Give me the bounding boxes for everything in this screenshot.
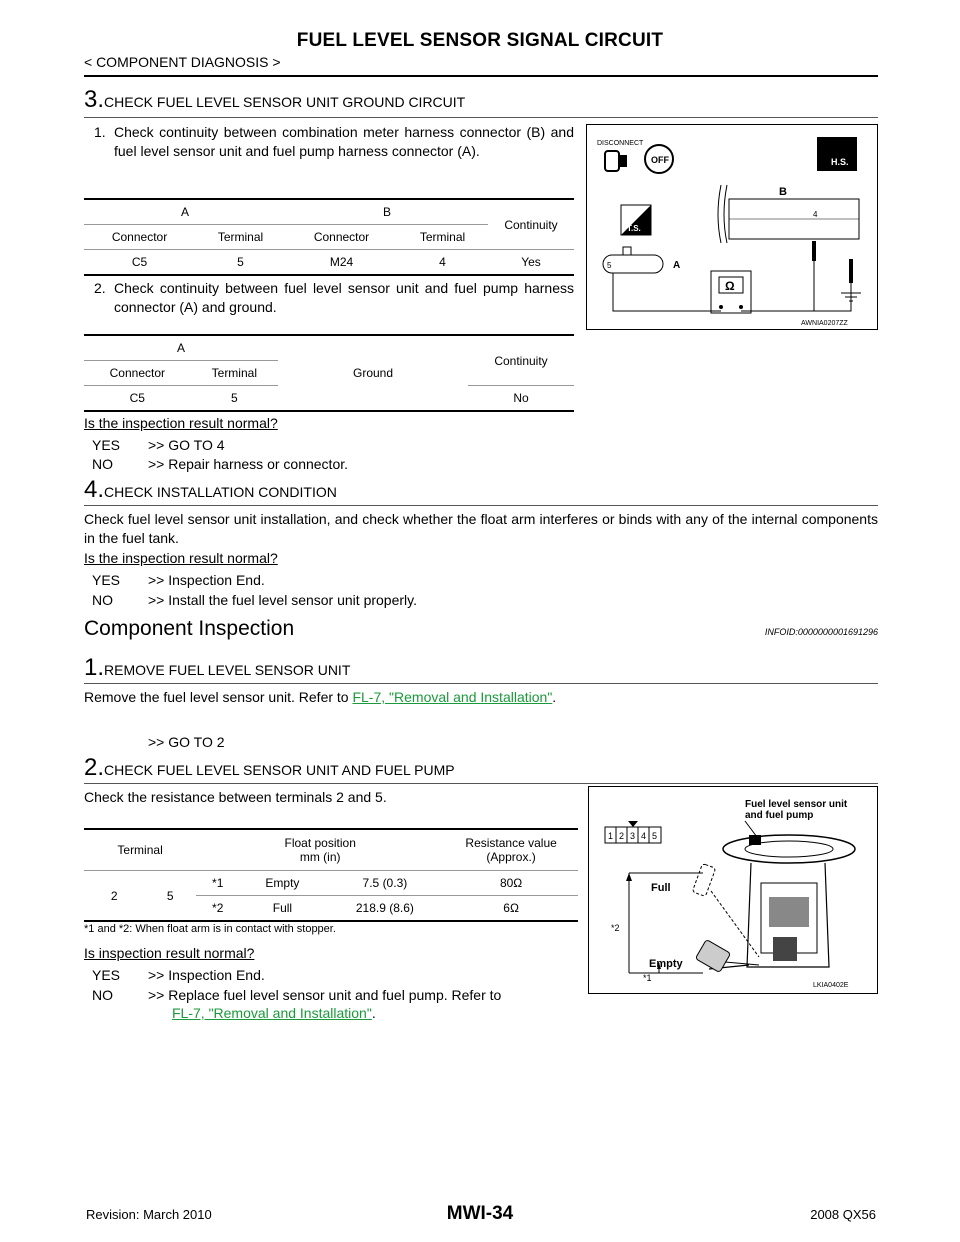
rt-cell: 6Ω: [503, 901, 519, 915]
table-row: [84, 250, 574, 276]
cstep1-goto: >> GO TO 2: [148, 734, 225, 750]
cstep2-heading: [84, 754, 455, 782]
t1-terminal-b: Terminal: [419, 230, 466, 244]
step3-question: Is the inspection result normal?: [84, 415, 278, 431]
figure-code-2: LKIA0402E: [813, 982, 849, 989]
cstep2-no-link-line: [172, 1004, 376, 1023]
disconnect-label: DISCONNECT: [597, 140, 644, 147]
rt-approx: (Approx.): [486, 850, 536, 864]
fuel-sensor-figure: [588, 786, 878, 994]
rt-terminal-2: 5: [166, 888, 174, 903]
cstep1-title: REMOVE FUEL LEVEL SENSOR UNIT: [104, 662, 351, 678]
table-row: [84, 871, 578, 896]
empty-label: Empty: [649, 958, 683, 970]
cstep1-text: [84, 688, 556, 707]
cstep2-rule: [84, 783, 878, 784]
pin-5: 5: [607, 261, 612, 270]
label-a: A: [673, 260, 681, 271]
step3-item2-num: 2.: [94, 280, 106, 296]
disconnect-icon: [597, 140, 644, 171]
pin-label: 4: [641, 831, 647, 841]
step4-yes-label: YES: [92, 572, 121, 588]
pin-label: 3: [630, 831, 636, 841]
cstep1-heading: [84, 654, 350, 682]
page-title: FUEL LEVEL SENSOR SIGNAL CIRCUIT: [296, 30, 664, 51]
step3-item2-text: Check continuity between fuel level sensor unit and fuel pump harness connector (A) and ground.: [114, 280, 574, 315]
ohmmeter-icon: [711, 271, 751, 313]
rt-cell: Full: [272, 901, 293, 915]
cstep1-text-after: .: [552, 689, 557, 705]
fuel-pump-body: [709, 835, 855, 969]
rt-terminal-header: Terminal: [117, 843, 163, 857]
cstep1-text-before: Remove the fuel level sensor unit. Refer to: [84, 689, 353, 705]
t1-cell: M24: [329, 255, 354, 269]
t2-connector: Connector: [84, 361, 191, 386]
rt-float-header: [196, 829, 444, 871]
t1-connector-a: Connector: [111, 230, 168, 244]
fuel-sensor-diagram: [589, 787, 877, 993]
pin-4: 4: [813, 210, 818, 219]
t1-terminal-a: Terminal: [217, 230, 264, 244]
ts-label: T.S.: [627, 224, 641, 233]
rt-float-title: Float position: [284, 836, 356, 850]
step3-no-label: NO: [92, 456, 113, 472]
ignition-off-icon: [645, 145, 673, 173]
fig-label-2: and fuel pump: [745, 810, 814, 821]
rt-cell: *2: [212, 901, 224, 915]
t2-terminal: Terminal: [191, 361, 278, 386]
info-id: INFOID:0000000001691296: [764, 627, 878, 637]
t2-continuity-header: Continuity: [494, 353, 548, 368]
step4-yes-text: >> Inspection End.: [148, 572, 265, 588]
off-label: OFF: [651, 155, 669, 165]
star2-label: *2: [611, 923, 620, 933]
cstep2-no-label: NO: [92, 987, 113, 1003]
pin-label: 2: [619, 831, 625, 841]
page-number: MWI-34: [446, 1203, 514, 1224]
step3-yes-text: >> GO TO 4: [148, 437, 225, 453]
step4-no-label: NO: [92, 592, 113, 608]
t2-cell: No: [468, 386, 574, 412]
section-breadcrumb: < COMPONENT DIAGNOSIS >: [84, 54, 281, 70]
cstep1-rule: [84, 683, 878, 684]
continuity-figure: [586, 124, 878, 330]
hs-label: H.S.: [831, 157, 849, 167]
tester-icon: [621, 205, 651, 235]
step4-question: Is the inspection result normal?: [84, 550, 278, 566]
cstep2-yes-label: YES: [92, 967, 121, 983]
fig-label-1: Fuel level sensor unit: [745, 799, 848, 810]
full-label: Full: [651, 882, 671, 894]
connector-b: [718, 185, 859, 261]
t2-cell: C5: [129, 391, 145, 405]
star1-label: *1: [643, 973, 652, 983]
step3-yes-label: YES: [92, 437, 121, 453]
rt-cell: 80Ω: [499, 876, 523, 890]
hand-service-icon: [817, 137, 857, 171]
step3-no-text: >> Repair harness or connector.: [148, 456, 349, 472]
cstep2-no-after: .: [371, 1005, 376, 1021]
resistance-table: [84, 828, 578, 922]
circuit-diagram: [587, 125, 877, 329]
step3-number: 3.: [84, 86, 105, 113]
header-rule: [84, 75, 878, 77]
t2-cell: 5: [230, 391, 238, 405]
step3-item1-num: 1.: [94, 124, 106, 140]
step3-item1-text: Check continuity between combination meter harness connector (B) and fuel level sensor unit and fuel pump harness connector (A).: [114, 124, 574, 159]
connector-a: [603, 247, 680, 273]
rt-cell: *1: [212, 876, 224, 890]
t1-cell: 4: [439, 255, 446, 269]
cstep2-no-text: >> Replace fuel level sensor unit and fuel pump. Refer to: [148, 987, 502, 1003]
rt-cell: 7.5 (0.3): [362, 876, 408, 890]
rt-cell: Empty: [265, 876, 300, 890]
cstep2-text: Check the resistance between terminals 2 and 5.: [84, 789, 387, 805]
pin-label: 1: [608, 831, 614, 841]
step3-heading: [84, 86, 465, 114]
step4-rule: [84, 505, 878, 506]
section-title: Component Inspection: [84, 617, 295, 640]
step3-title: CHECK FUEL LEVEL SENSOR UNIT GROUND CIRCUIT: [104, 94, 466, 110]
table-note: *1 and *2: When float arm is in contact with stopper.: [84, 923, 336, 935]
cstep2-title: CHECK FUEL LEVEL SENSOR UNIT AND FUEL PUMP: [104, 762, 455, 778]
figure-code: AWNIA0207ZZ: [801, 320, 848, 327]
t1-continuity-header: Continuity: [504, 217, 558, 232]
t2-group-a: A: [84, 335, 278, 361]
rt-terminal-1: 2: [110, 888, 118, 903]
rt-resistance-header: [444, 829, 578, 871]
continuity-table-1: [84, 198, 574, 276]
t1-cell: C5: [131, 255, 148, 269]
rt-cell: 218.9 (8.6): [355, 901, 414, 915]
removal-installation-link[interactable]: FL-7, "Removal and Installation": [352, 689, 553, 705]
label-b: B: [779, 186, 787, 198]
t1-cell: Yes: [521, 255, 541, 269]
t1-connector-b: Connector: [313, 230, 370, 244]
step4-title: CHECK INSTALLATION CONDITION: [104, 484, 337, 500]
ohm-symbol: Ω: [725, 279, 735, 293]
step4-number: 4.: [84, 476, 105, 503]
removal-installation-link-2[interactable]: FL-7, "Removal and Installation": [172, 1005, 372, 1021]
step4-text: Check fuel level sensor unit installation, and check whether the float arm interferes or binds with any of the internal components in the fuel tank.: [84, 511, 878, 546]
t1-group-a: A: [84, 199, 286, 225]
connector-pins: [605, 821, 661, 843]
continuity-table-2: [84, 334, 574, 412]
t1-cell: 5: [237, 255, 244, 269]
step4-no-text: >> Install the fuel level sensor unit properly.: [148, 592, 418, 608]
t2-ground: Ground: [352, 366, 394, 380]
pin-label: 5: [652, 831, 658, 841]
footer-model: 2008 QX56: [810, 1207, 876, 1222]
cstep2-question: Is inspection result normal?: [84, 945, 255, 961]
t1-group-b: B: [286, 199, 488, 225]
cstep2-number: 2.: [84, 754, 105, 781]
cstep1-number: 1.: [84, 654, 105, 681]
step4-heading: [84, 476, 337, 504]
footer-revision: Revision: March 2010: [86, 1207, 212, 1222]
rt-resistance-title: Resistance value: [465, 836, 557, 850]
step3-rule: [84, 117, 878, 118]
rt-float-unit: mm (in): [299, 850, 341, 864]
cstep2-yes-text: >> Inspection End.: [148, 967, 265, 983]
